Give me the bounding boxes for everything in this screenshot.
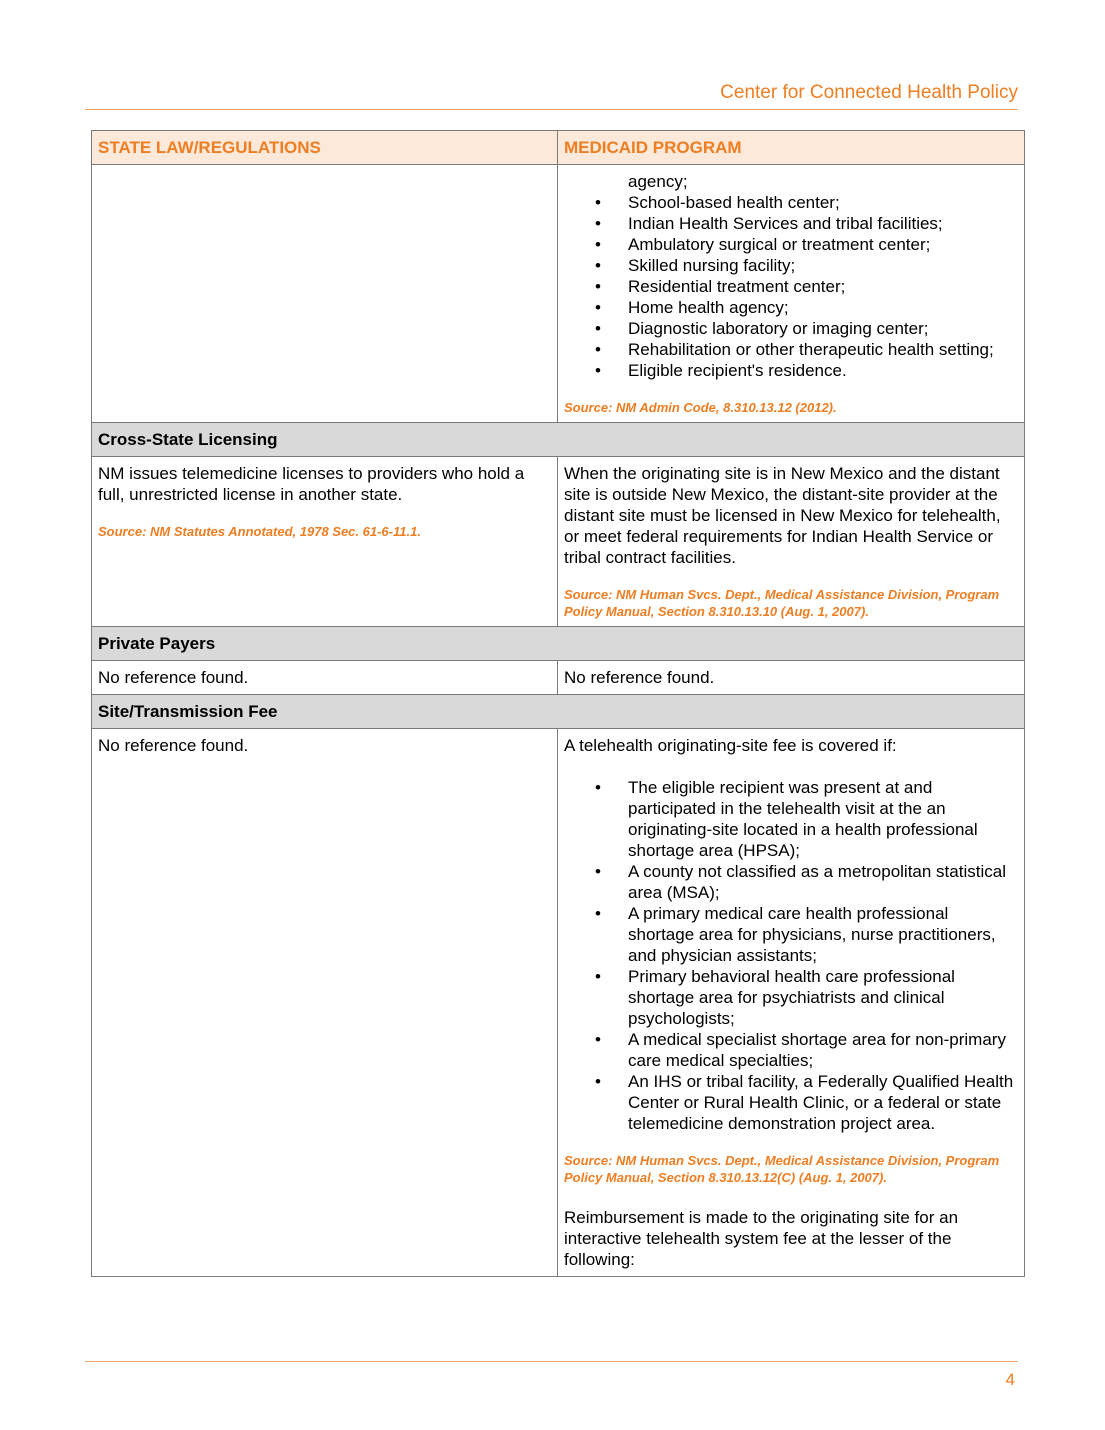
table-row-site-fee xyxy=(92,729,1025,1277)
state-law-cell xyxy=(92,457,558,627)
list-item-text: Home health agency; xyxy=(628,298,789,317)
facility-list xyxy=(564,192,1018,381)
list-item xyxy=(564,276,1018,297)
page-header-title: Center for Connected Health Policy xyxy=(720,82,1018,103)
list-item-text: An IHS or tribal facility, a Federally Qualified Health Center or Rural Health Clinic, or a federal or state telemedicine demonstration project area. xyxy=(628,1072,1014,1133)
bullet-icon: • xyxy=(595,298,601,317)
medicaid-text: When the originating site is in New Mexico and the distant site is outside New Mexico, the distant-site provider at the distant site must be licensed in New Mexico for telehealth, or meet federal requirements for Indian Health Service or tribal contract facilities. xyxy=(564,464,1001,567)
footer-divider xyxy=(85,1361,1018,1362)
bullet-icon: • xyxy=(595,778,601,797)
section-title: Site/Transmission Fee xyxy=(92,695,1025,729)
bullet-icon: • xyxy=(595,340,601,359)
bullet-icon: • xyxy=(595,862,601,881)
state-law-cell-empty xyxy=(92,165,558,423)
list-item-text: Residential treatment center; xyxy=(628,277,846,296)
list-item xyxy=(564,360,1018,381)
source-citation: Source: NM Human Svcs. Dept., Medical Assistance Division, Program Policy Manual, Section 8.310.13.10 (Aug. 1, 2007). xyxy=(564,587,1000,619)
medicaid-reimbursement-text: Reimbursement is made to the originating site for an interactive telehealth system fee at the lesser of the following: xyxy=(564,1208,959,1269)
source-citation: Source: NM Human Svcs. Dept., Medical Assistance Division, Program Policy Manual, Section 8.310.13.12(C) (Aug. 1, 2007). xyxy=(564,1153,1000,1185)
list-item-text: Skilled nursing facility; xyxy=(628,256,796,275)
list-item xyxy=(564,234,1018,255)
list-item xyxy=(564,339,1018,360)
medicaid-cell xyxy=(558,457,1025,627)
list-item-text: A primary medical care health professional shortage area for physicians, nurse practitioners, and physician assistants; xyxy=(628,904,996,965)
section-row-private-payers xyxy=(92,627,1025,661)
page-number: 4 xyxy=(1005,1370,1015,1389)
bullet-icon: • xyxy=(595,1030,601,1049)
table-row-cross-state xyxy=(92,457,1025,627)
bullet-icon: • xyxy=(595,361,601,380)
column-header-medicaid: MEDICAID PROGRAM xyxy=(558,131,1025,165)
list-item xyxy=(564,777,1018,861)
table-row-private-payers xyxy=(92,661,1025,695)
section-title: Cross-State Licensing xyxy=(92,423,1025,457)
state-law-text: NM issues telemedicine licenses to providers who hold a full, unrestricted license in another state. xyxy=(98,464,525,504)
list-item-text: Rehabilitation or other therapeutic health setting; xyxy=(628,340,994,359)
source-citation: Source: NM Statutes Annotated, 1978 Sec. 61-6-11.1. xyxy=(98,524,421,539)
section-title: Private Payers xyxy=(92,627,1025,661)
list-item xyxy=(564,1071,1018,1134)
medicaid-cell-facilities xyxy=(558,165,1025,423)
list-item xyxy=(564,1029,1018,1071)
bullet-icon: • xyxy=(595,235,601,254)
bullet-icon: • xyxy=(595,967,601,986)
table-row-facilities xyxy=(92,165,1025,423)
bullet-icon: • xyxy=(595,1072,601,1091)
policy-table xyxy=(91,130,1025,1277)
state-law-cell: No reference found. xyxy=(92,661,558,695)
list-continuation: agency; xyxy=(628,172,688,191)
list-item xyxy=(564,903,1018,966)
source-citation: Source: NM Admin Code, 8.310.13.12 (2012). xyxy=(564,400,837,415)
column-header-state-law: STATE LAW/REGULATIONS xyxy=(92,131,558,165)
list-item-text: A county not classified as a metropolitan statistical area (MSA); xyxy=(628,862,1006,902)
medicaid-cell xyxy=(558,729,1025,1277)
list-item-text: Eligible recipient's residence. xyxy=(628,361,847,380)
list-item-text: Diagnostic laboratory or imaging center; xyxy=(628,319,929,338)
list-item xyxy=(564,861,1018,903)
list-item xyxy=(564,255,1018,276)
section-row-site-transmission-fee xyxy=(92,695,1025,729)
section-row-cross-state-licensing xyxy=(92,423,1025,457)
list-item-text: The eligible recipient was present at and participated in the telehealth visit at the an originating-site located in a health professional shortage area (HPSA); xyxy=(628,778,978,860)
medicaid-cell: No reference found. xyxy=(558,661,1025,695)
list-item-text: Indian Health Services and tribal facilities; xyxy=(628,214,943,233)
bullet-icon: • xyxy=(595,193,601,212)
list-item-text: School-based health center; xyxy=(628,193,840,212)
bullet-icon: • xyxy=(595,319,601,338)
bullet-icon: • xyxy=(595,904,601,923)
state-law-cell: No reference found. xyxy=(92,729,558,1277)
table-header-row xyxy=(92,131,1025,165)
list-item-text: Ambulatory surgical or treatment center; xyxy=(628,235,931,254)
list-item xyxy=(564,192,1018,213)
bullet-icon: • xyxy=(595,277,601,296)
medicaid-intro: A telehealth originating-site fee is covered if: xyxy=(564,736,897,755)
bullet-icon: • xyxy=(595,214,601,233)
list-item-text: Primary behavioral health care professional shortage area for psychiatrists and clinical psychologists; xyxy=(628,967,955,1028)
list-item xyxy=(564,966,1018,1029)
site-criteria-list xyxy=(564,777,1018,1134)
list-item xyxy=(564,318,1018,339)
bullet-icon: • xyxy=(595,256,601,275)
header-divider xyxy=(85,109,1018,110)
list-item-text: A medical specialist shortage area for non-primary care medical specialties; xyxy=(628,1030,1006,1070)
list-item xyxy=(564,297,1018,318)
list-item xyxy=(564,213,1018,234)
